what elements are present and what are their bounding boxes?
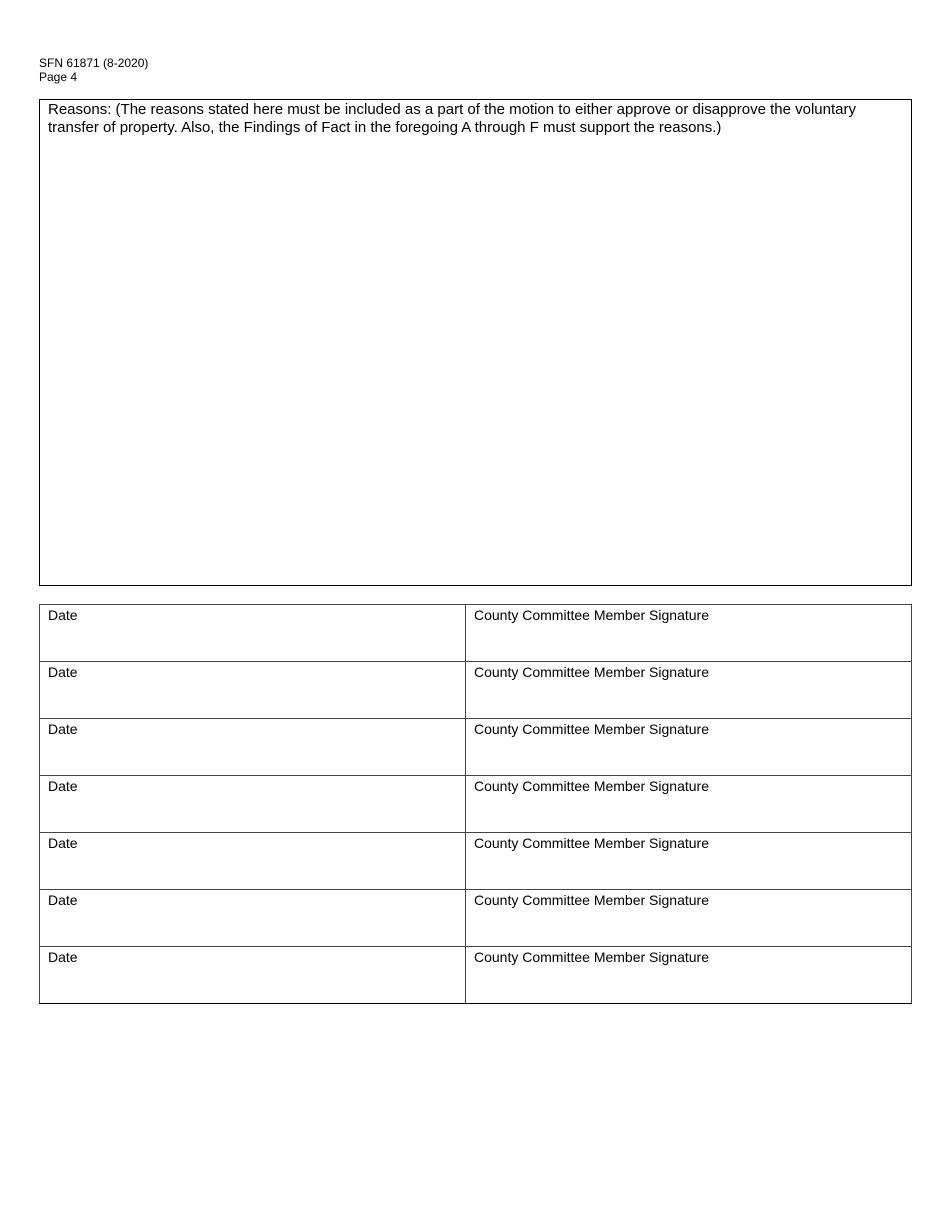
signature-field[interactable] [466, 833, 912, 890]
date-input[interactable] [46, 739, 459, 771]
signature-input[interactable] [472, 910, 905, 942]
reasons-input[interactable] [48, 142, 903, 577]
date-field[interactable] [40, 890, 466, 947]
date-label: Date [48, 607, 78, 623]
reasons-box [39, 99, 912, 586]
signature-row [40, 947, 912, 1004]
date-input[interactable] [46, 682, 459, 714]
signature-input[interactable] [472, 625, 905, 657]
signature-row [40, 776, 912, 833]
signature-row [40, 719, 912, 776]
date-label: Date [48, 835, 78, 851]
signature-label: County Committee Member Signature [474, 664, 709, 680]
signature-label: County Committee Member Signature [474, 835, 709, 851]
date-input[interactable] [46, 910, 459, 942]
reasons-label: Reasons: (The reasons stated here must be included as a part of the motion to either approve or disapprove the voluntary transfer of property. Also, the Findings of Fact in the foregoing A through F must support the reasons.) [48, 101, 856, 136]
date-field[interactable] [40, 605, 466, 662]
date-field[interactable] [40, 776, 466, 833]
date-field[interactable] [40, 662, 466, 719]
date-label: Date [48, 664, 78, 680]
signature-label: County Committee Member Signature [474, 721, 709, 737]
signature-label: County Committee Member Signature [474, 778, 709, 794]
signature-input[interactable] [472, 682, 905, 714]
signature-input[interactable] [472, 796, 905, 828]
signature-field[interactable] [466, 890, 912, 947]
form-number: SFN 61871 (8-2020) [39, 56, 149, 70]
date-label: Date [48, 778, 78, 794]
signature-row [40, 833, 912, 890]
signature-row [40, 662, 912, 719]
signature-label: County Committee Member Signature [474, 949, 709, 965]
date-input[interactable] [46, 967, 459, 999]
form-header [39, 56, 148, 84]
date-input[interactable] [46, 853, 459, 885]
signature-table [39, 604, 912, 1004]
date-label: Date [48, 892, 78, 908]
date-field[interactable] [40, 833, 466, 890]
date-label: Date [48, 721, 78, 737]
signature-field[interactable] [466, 719, 912, 776]
signature-field[interactable] [466, 662, 912, 719]
signature-label: County Committee Member Signature [474, 892, 709, 908]
signature-row [40, 890, 912, 947]
signature-field[interactable] [466, 776, 912, 833]
signature-row [40, 605, 912, 662]
page-number: Page 4 [39, 70, 78, 84]
signature-field[interactable] [466, 947, 912, 1004]
signature-field[interactable] [466, 605, 912, 662]
signature-input[interactable] [472, 853, 905, 885]
signature-input[interactable] [472, 739, 905, 771]
signature-label: County Committee Member Signature [474, 607, 709, 623]
date-field[interactable] [40, 719, 466, 776]
signature-input[interactable] [472, 967, 905, 999]
date-label: Date [48, 949, 78, 965]
date-input[interactable] [46, 796, 459, 828]
date-field[interactable] [40, 947, 466, 1004]
date-input[interactable] [46, 625, 459, 657]
